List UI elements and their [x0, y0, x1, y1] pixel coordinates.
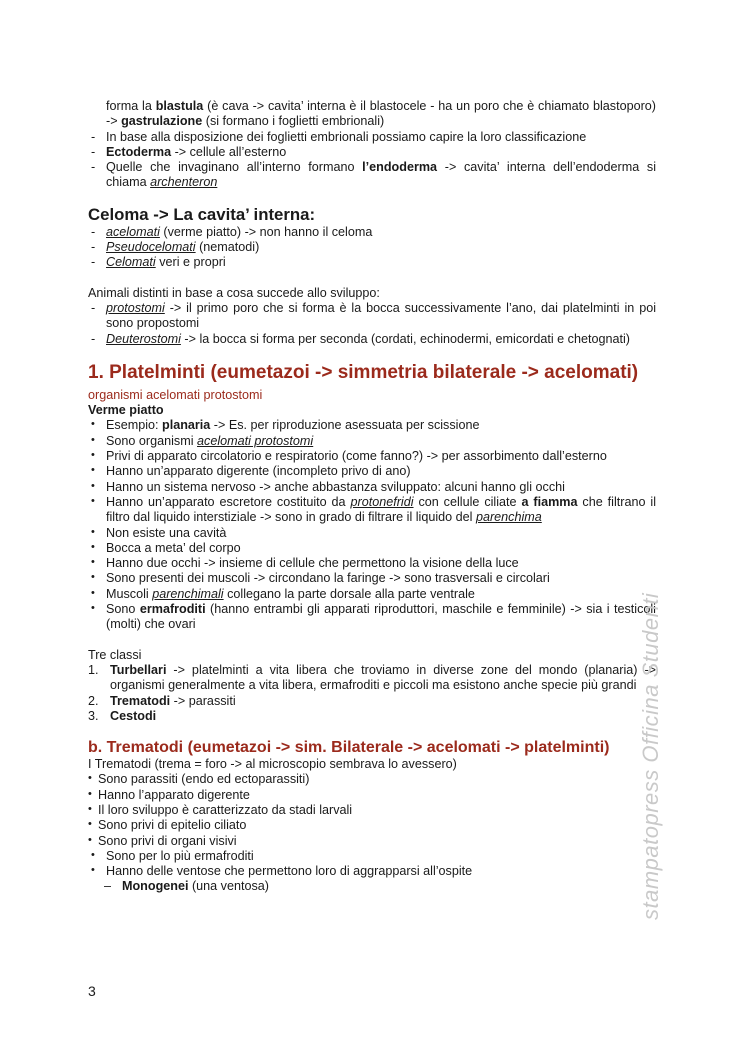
list-item: • Non esiste una cavità — [88, 526, 656, 541]
classi-list — [88, 663, 656, 724]
list-item: • Sono presenti dei muscoli -> circondano la faringe -> sono trasversali e circolari — [88, 571, 656, 586]
list-item: • Sono ermafroditi (hanno entrambi gli apparati riproduttori, maschile e femminile) -> sia i testicoli (molti) che ovari — [88, 602, 656, 633]
list-item: • Hanno l’apparato digerente — [88, 788, 656, 803]
page-number: 3 — [88, 983, 96, 999]
intro-list — [88, 130, 656, 191]
trematodi-intro: I Trematodi (trema = foro -> al microscopio sembrava lo avessero) — [88, 757, 457, 772]
list-item: • Bocca a meta’ del corpo — [88, 541, 656, 556]
list-item: - protostomi -> il primo poro che si forma è la bocca successivamente l’ano, dai platelminti in poi sono propostomi — [88, 301, 656, 332]
list-item: • Hanno due occhi -> insieme di cellule che permettono la visione della luce — [88, 556, 656, 571]
list-item: • Il loro sviluppo è caratterizzato da stadi larvali — [88, 803, 656, 818]
list-item: - Deuterostomi -> la bocca si forma per seconda (cordati, echinodermi, emicordati e chetognati) — [88, 332, 656, 347]
list-item: • Privi di apparato circolatorio e respiratorio (come fanno?) -> per assorbimento dall’esterno — [88, 449, 656, 464]
list-item: 1. Turbellari -> platelminti a vita libera che troviamo in diverse zone del mondo (planaria) -> organismi generalmente a vita libera, ermafroditi e piccoli ma esistono anche specie più grandi — [88, 662, 656, 693]
list-item: • Muscoli parenchimali collegano la parte dorsale alla parte ventrale — [88, 587, 656, 602]
list-item: • Hanno un sistema nervoso -> anche abbastanza sviluppato: alcuni hanno gli occhi — [88, 480, 656, 495]
list-item: - Pseudocelomati (nematodi) — [88, 240, 656, 255]
list-item: • Sono privi di organi visivi — [88, 834, 656, 849]
list-item: • Hanno un’apparato escretore costituito da protonefridi con cellule ciliate a fiamma che filtrano il filtro dal liquido interstiziale -> sono in grado di filtrare il liquido del parenchima — [88, 495, 656, 526]
celoma-list — [88, 225, 656, 271]
trematodi-list — [88, 772, 656, 894]
intro-paragraph: forma la blastula (è cava -> cavita’ interna è il blastocele - ha un poro che è chiamato blastoporo) -> gastrulazione (si formano i foglietti embrionali) — [106, 99, 656, 129]
sviluppo-intro: Animali distinti in base a cosa succede allo sviluppo: — [88, 285, 380, 300]
list-item: • Sono privi di epitelio ciliato — [88, 818, 656, 833]
list-item: - In base alla disposizione dei foglietti embrionali possiamo capire la loro classificazione — [88, 130, 656, 145]
watermark: stampatopress Officina Studenti — [638, 592, 663, 920]
list-item: - Ectoderma -> cellule all’esterno — [88, 145, 656, 160]
list-item: • Esempio: planaria -> Es. per riproduzione asessuata per scissione — [88, 418, 656, 433]
list-item: 2. Trematodi -> parassiti — [88, 693, 236, 708]
platelminti-list — [88, 418, 656, 632]
trematodi-heading: b. Trematodi (eumetazoi -> sim. Bilaterale -> acelomati -> platelminti) — [88, 739, 610, 757]
list-item: • Sono per lo più ermafroditi — [88, 849, 656, 864]
classi-intro: Tre classi — [88, 647, 142, 662]
list-item: - acelomati (verme piatto) -> non hanno il celoma — [88, 225, 656, 240]
list-item: - Celomati veri e propri — [88, 255, 656, 270]
platelminti-heading: 1. Platelminti (eumetazoi -> simmetria bilaterale -> acelomati) — [88, 361, 639, 383]
list-item: 3. Cestodi — [88, 708, 157, 723]
list-item: • Hanno delle ventose che permettono loro di aggrapparsi all’ospite — [88, 864, 656, 879]
list-item: • Hanno un’apparato digerente (incompleto privo di ano) — [88, 464, 656, 479]
list-item: – Monogenei (una ventosa) — [88, 879, 656, 894]
celoma-heading: Celoma -> La cavita’ interna: — [88, 204, 316, 224]
document-body — [88, 99, 656, 895]
verme-piatto-label: Verme piatto — [88, 403, 164, 418]
list-item: - Quelle che invaginano all’interno formano l’endoderma -> cavita’ interna dell’endoderma si chiama archenteron — [88, 160, 656, 191]
platelminti-subtitle: organismi acelomati protostomi — [88, 387, 263, 402]
sviluppo-list — [88, 301, 656, 347]
list-item: • Sono organismi acelomati protostomi — [88, 434, 656, 449]
list-item: • Sono parassiti (endo ed ectoparassiti) — [88, 772, 656, 787]
